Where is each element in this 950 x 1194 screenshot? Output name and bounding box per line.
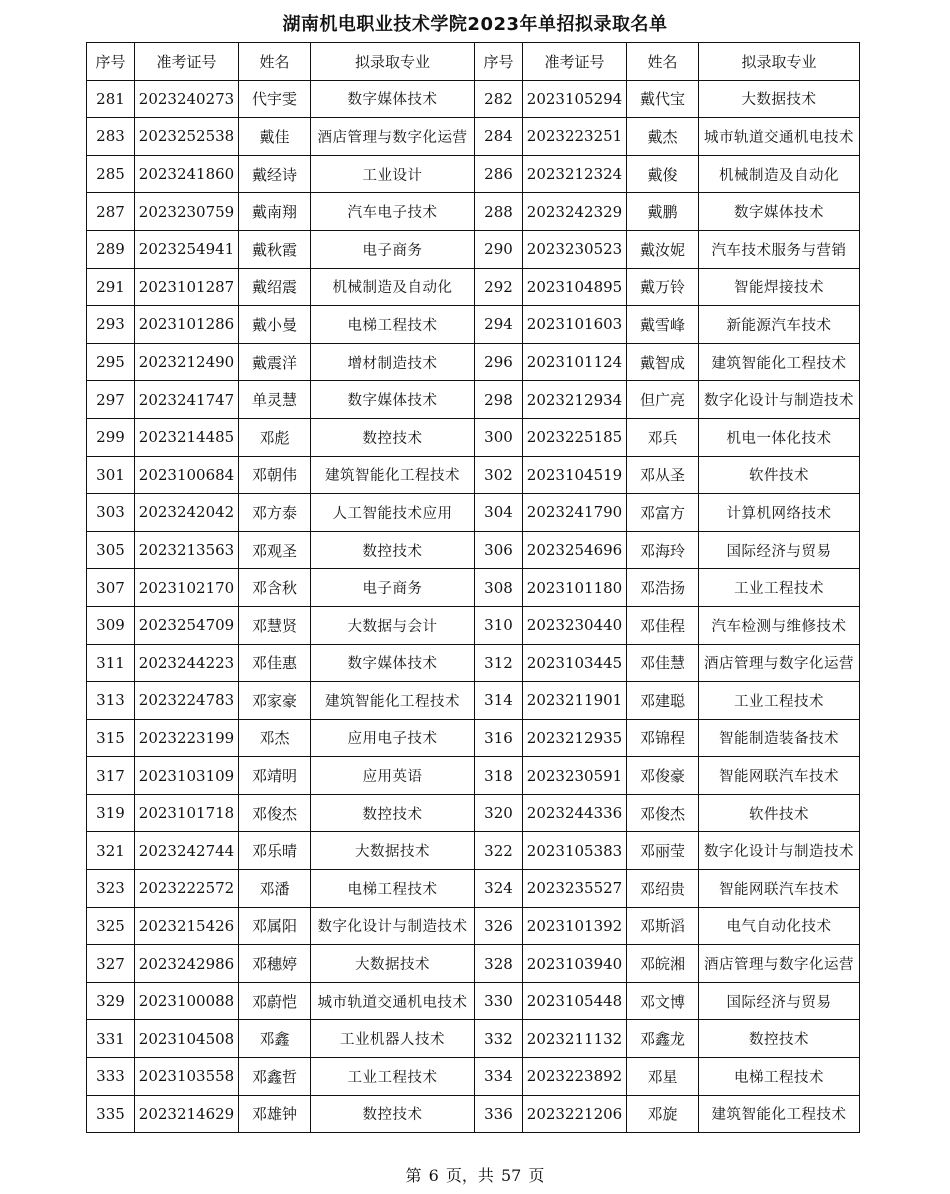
cell-seq: 334 [475,1058,523,1096]
cell-seq: 294 [475,306,523,344]
cell-name: 戴南翔 [239,193,311,231]
cell-exam-id: 2023101718 [135,794,239,832]
cell-name: 邓俊杰 [627,794,699,832]
cell-seq: 330 [475,982,523,1020]
cell-seq: 324 [475,870,523,908]
cell-major: 国际经济与贸易 [699,531,860,569]
cell-major: 智能网联汽车技术 [699,757,860,795]
table-row [87,494,860,532]
cell-exam-id: 2023254709 [135,606,239,644]
table-row [87,456,860,494]
cell-name: 邓方泰 [239,494,311,532]
cell-name: 邓潘 [239,870,311,908]
cell-exam-id: 2023211901 [523,682,627,720]
cell-name: 邓绍贵 [627,870,699,908]
cell-name: 邓杰 [239,719,311,757]
table-row [87,644,860,682]
cell-seq: 319 [87,794,135,832]
cell-exam-id: 2023244223 [135,644,239,682]
cell-seq: 289 [87,230,135,268]
cell-seq: 331 [87,1020,135,1058]
cell-major: 大数据技术 [311,945,475,983]
table-row [87,343,860,381]
header-seq: 序号 [87,43,135,81]
cell-exam-id: 2023101180 [523,569,627,607]
cell-seq: 328 [475,945,523,983]
cell-name: 戴杰 [627,118,699,156]
table-row [87,757,860,795]
cell-name: 邓建聪 [627,682,699,720]
admission-table [86,42,860,1133]
cell-name: 邓家豪 [239,682,311,720]
cell-seq: 318 [475,757,523,795]
cell-name: 邓乐晴 [239,832,311,870]
cell-name: 戴汝妮 [627,230,699,268]
cell-major: 汽车技术服务与营销 [699,230,860,268]
cell-major: 软件技术 [699,794,860,832]
cell-seq: 333 [87,1058,135,1096]
cell-name: 邓俊豪 [627,757,699,795]
cell-exam-id: 2023103109 [135,757,239,795]
cell-major: 智能焊接技术 [699,268,860,306]
cell-major: 数字媒体技术 [311,644,475,682]
cell-exam-id: 2023212935 [523,719,627,757]
cell-major: 国际经济与贸易 [699,982,860,1020]
cell-exam-id: 2023101287 [135,268,239,306]
cell-major: 工业工程技术 [699,682,860,720]
cell-seq: 311 [87,644,135,682]
cell-major: 数控技术 [311,1095,475,1133]
cell-name: 邓蔚恺 [239,982,311,1020]
table-row [87,306,860,344]
cell-major: 应用电子技术 [311,719,475,757]
cell-seq: 323 [87,870,135,908]
cell-exam-id: 2023104895 [523,268,627,306]
cell-exam-id: 2023241790 [523,494,627,532]
cell-exam-id: 2023214629 [135,1095,239,1133]
table-row [87,982,860,1020]
cell-major: 数字媒体技术 [699,193,860,231]
cell-exam-id: 2023241860 [135,155,239,193]
cell-name: 邓佳惠 [239,644,311,682]
cell-name: 邓慧贤 [239,606,311,644]
cell-seq: 287 [87,193,135,231]
cell-major: 数控技术 [699,1020,860,1058]
cell-name: 戴智成 [627,343,699,381]
cell-name: 戴万铃 [627,268,699,306]
table-row [87,945,860,983]
cell-name: 戴代宝 [627,80,699,118]
cell-name: 邓属阳 [239,907,311,945]
page-title: 湖南机电职业技术学院2023年单招拟录取名单 [282,14,668,35]
cell-major: 新能源汽车技术 [699,306,860,344]
cell-major: 数控技术 [311,418,475,456]
cell-exam-id: 2023213563 [135,531,239,569]
table-row [87,1020,860,1058]
table-row [87,268,860,306]
cell-exam-id: 2023101392 [523,907,627,945]
cell-seq: 281 [87,80,135,118]
cell-exam-id: 2023241747 [135,381,239,419]
cell-seq: 283 [87,118,135,156]
cell-major: 数控技术 [311,531,475,569]
cell-name: 但广亮 [627,381,699,419]
cell-seq: 290 [475,230,523,268]
table-row [87,1058,860,1096]
cell-seq: 326 [475,907,523,945]
table-row [87,606,860,644]
cell-seq: 317 [87,757,135,795]
cell-seq: 327 [87,945,135,983]
cell-exam-id: 2023214485 [135,418,239,456]
table-header-row [87,43,860,81]
cell-major: 电梯工程技术 [311,306,475,344]
cell-major: 电气自动化技术 [699,907,860,945]
cell-exam-id: 2023102170 [135,569,239,607]
cell-exam-id: 2023215426 [135,907,239,945]
cell-name: 邓锦程 [627,719,699,757]
cell-major: 应用英语 [311,757,475,795]
table-row [87,907,860,945]
cell-name: 邓鑫龙 [627,1020,699,1058]
cell-name: 邓兵 [627,418,699,456]
cell-seq: 313 [87,682,135,720]
cell-major: 智能制造装备技术 [699,719,860,757]
cell-name: 邓雄钟 [239,1095,311,1133]
cell-major: 机电一体化技术 [699,418,860,456]
cell-seq: 315 [87,719,135,757]
cell-exam-id: 2023235527 [523,870,627,908]
cell-exam-id: 2023252538 [135,118,239,156]
cell-major: 智能网联汽车技术 [699,870,860,908]
cell-seq: 288 [475,193,523,231]
table-row [87,719,860,757]
cell-seq: 310 [475,606,523,644]
cell-exam-id: 2023242329 [523,193,627,231]
cell-name: 戴经诗 [239,155,311,193]
cell-major: 城市轨道交通机电技术 [699,118,860,156]
cell-seq: 308 [475,569,523,607]
cell-exam-id: 2023244336 [523,794,627,832]
cell-major: 工业工程技术 [311,1058,475,1096]
cell-seq: 332 [475,1020,523,1058]
cell-seq: 305 [87,531,135,569]
cell-name: 邓俊杰 [239,794,311,832]
cell-name: 邓富方 [627,494,699,532]
cell-name: 邓佳程 [627,606,699,644]
cell-exam-id: 2023240273 [135,80,239,118]
cell-major: 大数据技术 [699,80,860,118]
cell-exam-id: 2023105448 [523,982,627,1020]
cell-name: 戴鹏 [627,193,699,231]
table-row [87,531,860,569]
cell-exam-id: 2023101286 [135,306,239,344]
cell-exam-id: 2023222572 [135,870,239,908]
cell-name: 邓皖湘 [627,945,699,983]
cell-exam-id: 2023101124 [523,343,627,381]
cell-name: 邓含秋 [239,569,311,607]
cell-seq: 299 [87,418,135,456]
cell-major: 数字媒体技术 [311,381,475,419]
cell-name: 邓旋 [627,1095,699,1133]
cell-name: 邓穗婷 [239,945,311,983]
cell-seq: 282 [475,80,523,118]
cell-major: 电子商务 [311,569,475,607]
table-row [87,870,860,908]
cell-name: 邓丽莹 [627,832,699,870]
cell-seq: 335 [87,1095,135,1133]
cell-exam-id: 2023101603 [523,306,627,344]
cell-seq: 284 [475,118,523,156]
cell-exam-id: 2023105294 [523,80,627,118]
cell-name: 邓文博 [627,982,699,1020]
cell-name: 邓斯滔 [627,907,699,945]
cell-name: 戴秋霞 [239,230,311,268]
cell-name: 戴小曼 [239,306,311,344]
table-row [87,230,860,268]
cell-seq: 325 [87,907,135,945]
cell-exam-id: 2023230591 [523,757,627,795]
table-row [87,193,860,231]
cell-name: 邓佳慧 [627,644,699,682]
cell-major: 酒店管理与数字化运营 [699,644,860,682]
cell-exam-id: 2023230759 [135,193,239,231]
cell-exam-id: 2023230523 [523,230,627,268]
header-exam-id: 准考证号 [523,43,627,81]
cell-seq: 314 [475,682,523,720]
cell-exam-id: 2023223199 [135,719,239,757]
cell-exam-id: 2023224783 [135,682,239,720]
cell-major: 数字媒体技术 [311,80,475,118]
cell-exam-id: 2023221206 [523,1095,627,1133]
cell-seq: 304 [475,494,523,532]
cell-name: 邓鑫 [239,1020,311,1058]
cell-seq: 301 [87,456,135,494]
cell-seq: 298 [475,381,523,419]
header-major: 拟录取专业 [699,43,860,81]
cell-major: 汽车电子技术 [311,193,475,231]
cell-seq: 329 [87,982,135,1020]
cell-name: 邓浩扬 [627,569,699,607]
cell-major: 人工智能技术应用 [311,494,475,532]
cell-seq: 286 [475,155,523,193]
cell-exam-id: 2023223892 [523,1058,627,1096]
cell-seq: 291 [87,268,135,306]
cell-major: 数字化设计与制造技术 [699,832,860,870]
cell-name: 邓海玲 [627,531,699,569]
cell-major: 电梯工程技术 [311,870,475,908]
cell-seq: 285 [87,155,135,193]
header-name: 姓名 [627,43,699,81]
table-row [87,794,860,832]
cell-exam-id: 2023223251 [523,118,627,156]
table-row [87,381,860,419]
cell-seq: 302 [475,456,523,494]
cell-major: 酒店管理与数字化运营 [311,118,475,156]
cell-major: 软件技术 [699,456,860,494]
cell-major: 大数据与会计 [311,606,475,644]
cell-exam-id: 2023254696 [523,531,627,569]
cell-major: 电子商务 [311,230,475,268]
cell-name: 邓星 [627,1058,699,1096]
table-row [87,118,860,156]
cell-name: 戴俊 [627,155,699,193]
cell-seq: 316 [475,719,523,757]
cell-seq: 292 [475,268,523,306]
cell-name: 邓鑫哲 [239,1058,311,1096]
cell-exam-id: 2023100684 [135,456,239,494]
cell-major: 建筑智能化工程技术 [699,343,860,381]
cell-exam-id: 2023230440 [523,606,627,644]
cell-major: 城市轨道交通机电技术 [311,982,475,1020]
cell-major: 建筑智能化工程技术 [311,682,475,720]
cell-major: 工业设计 [311,155,475,193]
cell-exam-id: 2023212324 [523,155,627,193]
cell-name: 戴震洋 [239,343,311,381]
table-row [87,418,860,456]
cell-exam-id: 2023104519 [523,456,627,494]
cell-exam-id: 2023212934 [523,381,627,419]
cell-seq: 306 [475,531,523,569]
cell-exam-id: 2023254941 [135,230,239,268]
cell-major: 数字化设计与制造技术 [311,907,475,945]
cell-seq: 312 [475,644,523,682]
cell-exam-id: 2023100088 [135,982,239,1020]
cell-seq: 321 [87,832,135,870]
table-row [87,832,860,870]
table-row [87,682,860,720]
cell-major: 汽车检测与维修技术 [699,606,860,644]
cell-name: 代宇雯 [239,80,311,118]
cell-major: 工业工程技术 [699,569,860,607]
cell-exam-id: 2023103445 [523,644,627,682]
cell-major: 机械制造及自动化 [699,155,860,193]
header-seq: 序号 [475,43,523,81]
cell-major: 建筑智能化工程技术 [311,456,475,494]
cell-major: 数控技术 [311,794,475,832]
cell-exam-id: 2023212490 [135,343,239,381]
cell-name: 邓朝伟 [239,456,311,494]
header-exam-id: 准考证号 [135,43,239,81]
cell-exam-id: 2023103940 [523,945,627,983]
cell-exam-id: 2023105383 [523,832,627,870]
cell-major: 增材制造技术 [311,343,475,381]
cell-exam-id: 2023242744 [135,832,239,870]
cell-exam-id: 2023242042 [135,494,239,532]
table-row [87,80,860,118]
cell-name: 邓从圣 [627,456,699,494]
cell-name: 邓彪 [239,418,311,456]
header-name: 姓名 [239,43,311,81]
cell-name: 单灵慧 [239,381,311,419]
cell-major: 大数据技术 [311,832,475,870]
cell-seq: 320 [475,794,523,832]
cell-seq: 295 [87,343,135,381]
cell-exam-id: 2023225185 [523,418,627,456]
cell-name: 邓靖明 [239,757,311,795]
cell-seq: 307 [87,569,135,607]
cell-major: 建筑智能化工程技术 [699,1095,860,1133]
cell-seq: 296 [475,343,523,381]
header-major: 拟录取专业 [311,43,475,81]
cell-major: 数字化设计与制造技术 [699,381,860,419]
cell-seq: 297 [87,381,135,419]
cell-name: 戴绍震 [239,268,311,306]
cell-name: 戴雪峰 [627,306,699,344]
cell-major: 酒店管理与数字化运营 [699,945,860,983]
table-row [87,1095,860,1133]
cell-seq: 309 [87,606,135,644]
cell-exam-id: 2023211132 [523,1020,627,1058]
cell-major: 机械制造及自动化 [311,268,475,306]
page-number: 第 6 页，共 57 页 [405,1166,545,1185]
cell-major: 电梯工程技术 [699,1058,860,1096]
cell-exam-id: 2023103558 [135,1058,239,1096]
cell-name: 戴佳 [239,118,311,156]
cell-seq: 293 [87,306,135,344]
cell-major: 工业机器人技术 [311,1020,475,1058]
table-row [87,569,860,607]
cell-seq: 303 [87,494,135,532]
cell-exam-id: 2023104508 [135,1020,239,1058]
cell-seq: 336 [475,1095,523,1133]
table-row [87,155,860,193]
cell-major: 计算机网络技术 [699,494,860,532]
cell-name: 邓观圣 [239,531,311,569]
cell-seq: 322 [475,832,523,870]
cell-seq: 300 [475,418,523,456]
cell-exam-id: 2023242986 [135,945,239,983]
